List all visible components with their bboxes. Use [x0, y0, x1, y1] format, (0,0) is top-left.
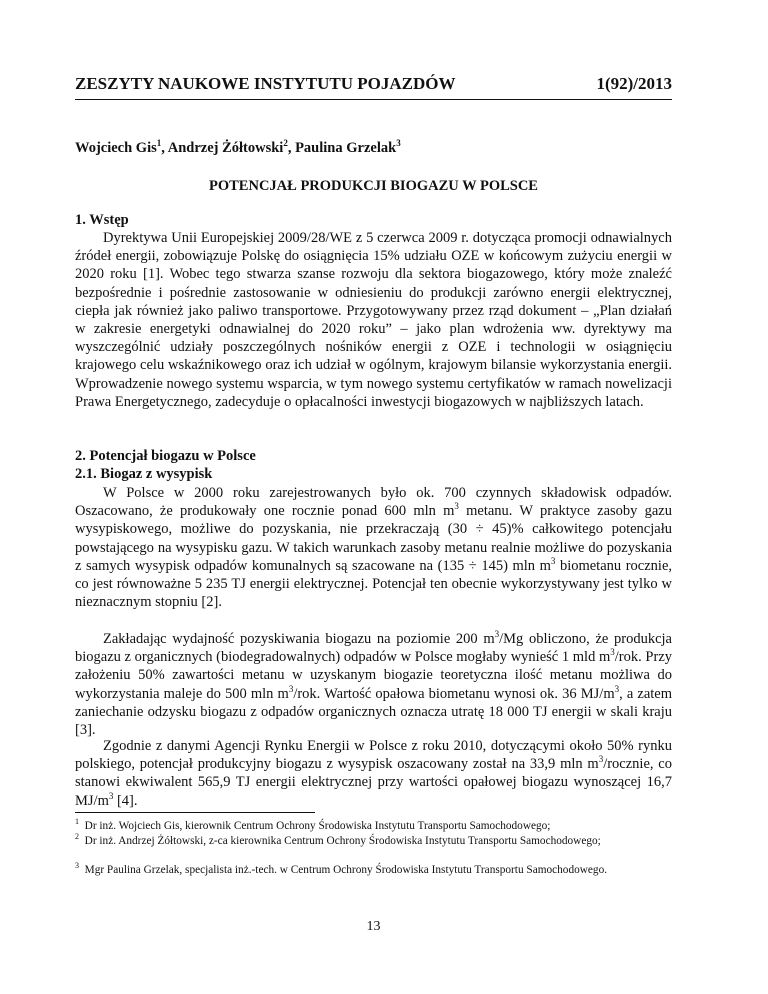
footnote — [75, 834, 672, 849]
footnote-text: Mgr Paulina Grzelak, specjalista inż.-tech. w Centrum Ochrony Środowiska Instytutu Transportu Samochodowego. — [84, 864, 608, 876]
running-header — [75, 73, 672, 100]
journal-name: ZESZYTY NAUKOWE INSTYTUTU POJAZDÓW — [75, 74, 456, 93]
body-paragraph — [75, 630, 672, 739]
subsection-heading: 2.1. Biogaz z wysypisk — [75, 466, 213, 482]
text-run: biometanu rocznie, co jest równoważne 5 235 TJ energii elektrycznej. Potencjał ten obecnie wykorzystywany jest tylko w nieznacznym stopniu [2]. — [75, 557, 672, 611]
body-paragraph — [75, 484, 672, 611]
footnote-mark: 3 — [75, 861, 79, 870]
section-heading: 1. Wstęp — [75, 212, 129, 228]
text-run: /Mg obliczono, że produkcja biogazu z organicznych (biodegradowalnych) odpadów w Polsce mogłaby wynieść 1 mld m — [75, 631, 672, 666]
superscript: 3 — [454, 501, 459, 512]
text-run: /rok. Wartość opałowa biometanu wynosi ok. 36 MJ/m — [293, 685, 615, 702]
page-number: 13 — [366, 919, 381, 934]
paper-title: POTENCJAŁ PRODUKCJI BIOGAZU W POLSCE — [209, 178, 538, 194]
issue-number: 1(92)/2013 — [596, 74, 672, 93]
author-footnote-mark: 2 — [283, 138, 288, 148]
text-run: Zakładając wydajność pozyskiwania biogazu na poziomie 200 m — [103, 631, 495, 647]
superscript: 3 — [494, 629, 500, 639]
footnote-text: Dr inż. Andrzej Żółtowski, z-ca kierownika Centrum Ochrony Środowiska Instytutu Transportu Samochodowego; — [84, 835, 601, 847]
text-run: [4]. — [113, 792, 138, 809]
author-footnote-mark: 3 — [396, 138, 401, 148]
superscript: 3 — [598, 754, 604, 765]
body-paragraph — [75, 737, 672, 810]
footnote — [75, 863, 672, 878]
footnote-text: Dr inż. Wojciech Gis, kierownik Centrum Ochrony Środowiska Instytutu Transportu Samochodowego; — [84, 820, 551, 832]
superscript: 3 — [614, 683, 620, 694]
author-name: Andrzej Żółtowski — [167, 140, 284, 156]
section-heading: 2. Potencjał biogazu w Polsce — [75, 448, 256, 464]
author-name: Wojciech Gis — [75, 140, 157, 156]
text-run: Zgodnie z danymi Agencji Rynku Energii w Polsce z roku 2010, dotyczącymi około 50% rynku polskiego, potencjał produkcyjny biogazu z wysypisk oszacowany został na 33,9 mln m — [75, 738, 672, 773]
text-run: metanu. W praktyce zasoby gazu wysypiskowego, możliwe do pozyskania, nie przekraczają (30 ÷ 45)% całkowitego potencjału powstającego na wysypisku gazu. W takich warunkach zasoby metanu realnie możliwe do pozyskania z samych wysypisk odpadów komunalnych są szacowane na (135 ÷ 145) mln m — [75, 503, 672, 574]
footnote-divider — [75, 812, 315, 813]
author-footnote-mark: 1 — [156, 138, 162, 148]
footnote — [75, 819, 672, 834]
body-paragraph: Dyrektywa Unii Europejskiej 2009/28/WE z 5 czerwca 2009 r. dotycząca promocji odnawialnych źródeł energii, zobowiązuje Polskę do osiągnięcia 15% udziału OZE w końcowym zużyciu energii w 2020 roku [1]. Wobec tego stwarza szanse rozwoju dla sektora biogazowego, który może znaleźć bezpośrednie i pośrednie zastosowanie w odniesieniu do produkcji zarówno energii elektrycznej, ciepła jak również jako paliwo transportowe. Przygotowywany przez rząd dokument – „Plan działań w zakresie energetyki odnawialnej do 2020 roku” – jako plan wdrożenia ww. dyrektywy ma wyszczególnić udziały poszczególnych nośników energii z OZE i technologii w osiągnięciu krajowego celu wskaźnikowego oraz ich udział w ogólnym, krajowym bilansie wykorzystania energii. Wprowadzenie nowego systemu wsparcia, w tym nowego systemu certyfikatów w ramach nowelizacji Prawa Energetycznego, zadecyduje o opłacalności inwestycji biogazowych w najbliższych latach. — [75, 230, 672, 410]
superscript: 3 — [550, 555, 556, 566]
superscript: 3 — [108, 790, 114, 801]
author-list: Wojciech Gis$^1$, Andrzej Żółtowski$^2$, Paulina Grzelak$^3$ — [75, 138, 401, 156]
superscript: 3 — [610, 647, 615, 658]
text-run: , a zatem zaniechanie odzysku biogazu z odpadów organicznych oznacza utratę 18 000 TJ energii w skali kraju [3]. — [75, 685, 672, 739]
author-name: Paulina Grzelak — [295, 140, 397, 156]
superscript: 3 — [288, 683, 294, 694]
footnote-mark: 2 — [75, 832, 79, 841]
text-run: /rocznie, co stanowi ekwiwalent 565,9 TJ energii elektrycznej przy wartości opałowej biogazu wynoszącej 16,7 MJ/m — [75, 756, 672, 809]
text-run: /rok. Przy założeniu 50% zawartości metanu w uzyskanym biogazie teoretyczna ilość metanu możliwa do wykorzystania maleje do 500 mln m — [75, 649, 673, 702]
text-run: W Polsce w 2000 roku zarejestrowanych było ok. 700 czynnych składowisk odpadów. Oszacowano, że produkowały one rocznie ponad 600 mln m — [75, 485, 672, 520]
footnote-mark: 1 — [75, 817, 79, 826]
